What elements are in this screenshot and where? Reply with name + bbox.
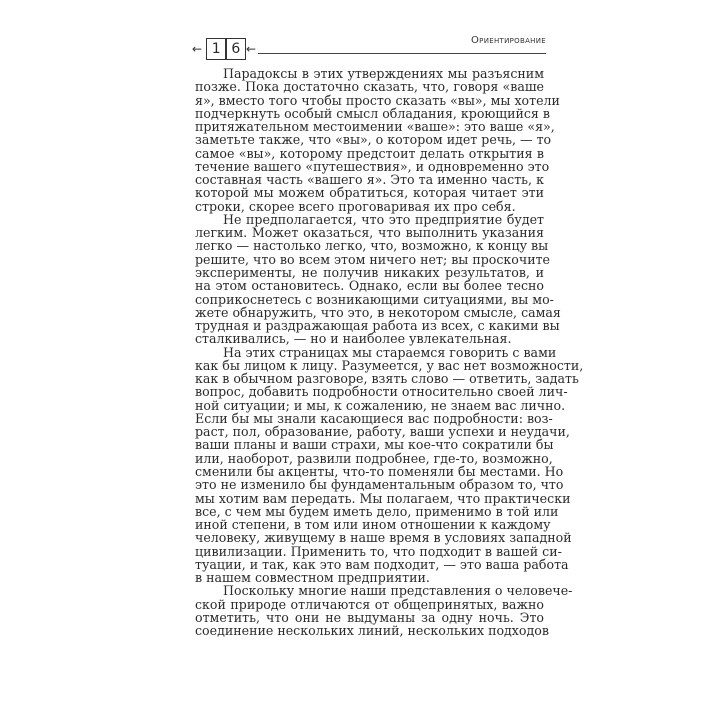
text-line: Парадоксы в этих утверждениях мы разъясним (223, 66, 544, 81)
text-line: как бы лицом к лицу. Разумеется, у вас нет возможности, (195, 357, 584, 373)
left-arrow-icon: ← (192, 42, 203, 56)
text-line: течение вашего «путешествия», и одновременно это (195, 158, 550, 174)
text-line: отметить, что они не выдуманы за одну ночь. Это (195, 609, 544, 625)
text-line: ной ситуации; и мы, к сожалению, не знаем вас лично. (195, 397, 566, 413)
paragraph (195, 583, 573, 639)
text-line: в нашем совместном предприятии. (195, 570, 430, 586)
text-line: вопрос, добавить подробности относительно своей лич- (195, 384, 568, 400)
page-number-box (206, 38, 246, 60)
text-line: ваши планы и ваши страхи, мы кое-что сократили бы (195, 437, 554, 453)
text-line: сталкивались, — но и наиболее увлекательная. (195, 331, 512, 347)
text-line: Поскольку многие наши представления о человече- (223, 583, 573, 599)
text-line: все, с чем мы будем иметь дело, применимо в той или (195, 503, 559, 519)
header-rule (258, 53, 546, 54)
text-line: Не предполагается, что это предприятие будет (223, 211, 544, 227)
text-line: которой мы можем обратиться, которая читает эти (195, 185, 544, 201)
paragraph (195, 211, 561, 347)
text-line: позже. Пока достаточно сказать, что, говоря «ваше (195, 79, 544, 95)
text-line: эксперименты, не получив никаких результатов, и (195, 264, 544, 280)
page-number-digit: 6 (231, 41, 241, 57)
text-line: или, наоборот, развили подробнее, где-то, возможно, (195, 450, 553, 466)
text-line: раст, пол, образование, работу, ваши успехи и неудачи, (195, 424, 570, 440)
text-line: мы хотим вам передать. Мы полагаем, что практически (195, 490, 571, 506)
text-line: цивилизации. Применить то, что подходит в вашей си- (195, 543, 562, 559)
text-line: легко — настолько легко, что, возможно, к концу вы (195, 238, 549, 254)
text-line: я», вместо того чтобы просто сказать «вы», мы хотели (195, 92, 560, 108)
page-header (188, 30, 546, 62)
text-line: как в обычном разговоре, взять слово — ответить, задать (195, 371, 579, 387)
text-line: составная часть «вашего я». Это та именно часть, к (195, 172, 544, 188)
text-line: соединение нескольких линий, нескольких подходов (195, 623, 549, 639)
text-line: заметьте также, что «вы», о котором идет речь, — то (195, 132, 552, 148)
text-line: сменили бы акценты, что-то поменяли бы местами. Но (195, 463, 564, 479)
page-number-digit: 1 (211, 41, 221, 57)
running-title: Ориентирование (471, 35, 546, 46)
text-line: подчеркнуть особый смысл обладания, кроющийся в (195, 105, 550, 121)
text-line: жете обнаружить, что это, в некотором смысле, самая (195, 304, 561, 320)
text-line: На этих страницах мы стараемся говорить с вами (223, 344, 557, 360)
text-line: это не изменило бы фундаментальным образом то, что (195, 477, 564, 493)
paragraph (195, 344, 584, 586)
text-line: решите, что во всем этом ничего нет; вы проскочите (195, 251, 551, 267)
text-line: иной степени, в том или ином отношении к каждому (195, 517, 551, 533)
text-line: туации, и так, как это вам подходит, — это ваша работа (195, 556, 569, 572)
right-arrow-icon: ← (246, 42, 257, 56)
text-line: Если бы мы знали касающиеся вас подробности: воз- (195, 410, 553, 426)
text-line: легким. Может оказаться, что выполнить указания (195, 225, 544, 241)
text-line: человеку, живущему в наше время в условиях западной (195, 530, 572, 546)
paragraph (195, 66, 560, 214)
text-line: трудная и раздражающая работа из всех, с какими вы (195, 318, 560, 334)
text-line: на этом остановитесь. Однако, если вы более тесно (195, 278, 544, 294)
text-line: притяжательном местоимении «ваше»: это ваше «я», (195, 119, 555, 135)
text-line: соприкоснетесь с возникающими ситуациями, вы мо- (195, 291, 554, 307)
body-text (195, 66, 584, 639)
text-line: самое «вы», которому предстоит делать открытия в (195, 145, 544, 161)
text-line: ской природе отличаются от общепринятых, важно (195, 596, 544, 612)
text-line: строки, скорее всего проговаривая их про себя. (195, 198, 516, 214)
